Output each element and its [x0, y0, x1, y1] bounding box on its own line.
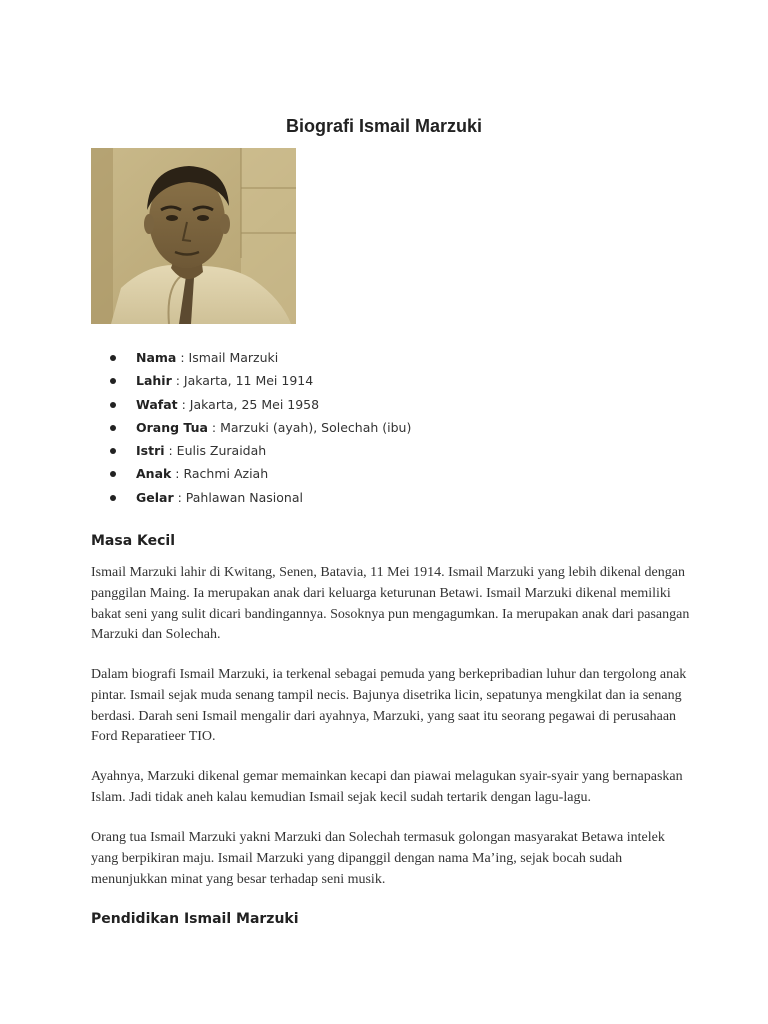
fact-label: Gelar	[136, 489, 174, 505]
list-item-lahir	[110, 369, 411, 392]
fact-label: Wafat	[136, 396, 178, 412]
fact-value: : Eulis Zuraidah	[164, 443, 267, 459]
fact-label: Orang Tua	[136, 419, 208, 435]
fact-label: Istri	[136, 443, 165, 459]
list-item-wafat	[110, 393, 411, 416]
fact-label: Nama	[136, 350, 177, 365]
fact-label: Anak	[136, 466, 172, 482]
list-item-orang-tua	[110, 416, 411, 439]
page-title: Biografi Ismail Marzuki	[285, 116, 483, 136]
fact-value: : Jakarta, 11 Mei 1914	[171, 373, 314, 389]
paragraph-3: Ayahnya, Marzuki dikenal gemar memainkan kecapi dan piawai melagukan syair-syair yang bernapaskan Islam. Jadi tidak aneh kalau kemudian Ismail sejak kecil sudah tertarik dengan lagu-lagu.	[91, 769, 683, 805]
list-item-anak	[110, 462, 411, 485]
list-item-nama	[110, 346, 411, 369]
bullet-icon	[110, 448, 116, 454]
bullet-icon	[110, 425, 116, 431]
fact-value: : Ismail Marzuki	[176, 350, 279, 365]
paragraph-2: Dalam biografi Ismail Marzuki, ia terkenal sebagai pemuda yang berkepribadian luhur dan tergolong anak pintar. Ismail sejak muda senang tampil necis. Bajunya disetrika licin, sepatunya mengkilat dan ia senang berdasi. Darah seni Ismail mengalir dari ayahnya, Marzuki, yang saat itu seorang pegawai di perusahaan Ford Reparatieer TIO.	[91, 667, 687, 745]
fact-label: Lahir	[136, 373, 172, 389]
list-item-gelar	[110, 486, 411, 509]
paragraph-1: Ismail Marzuki lahir di Kwitang, Senen, Batavia, 11 Mei 1914. Ismail Marzuki yang lebih dikenal dengan panggilan Maing. Ia merupakan anak dari keluarga keturunan Betawi. Ismail Marzuki dikenal memiliki bakat seni yang sulit dicari bandingannya. Sosoknya pun mengagumkan. Ia merupakan anak dari pasangan Marzuki dan Solechah.	[91, 565, 690, 643]
bullet-icon	[110, 378, 116, 384]
paragraph-4: Orang tua Ismail Marzuki yakni Marzuki dan Solechah termasuk golongan masyarakat Betawa intelek yang berpikiran maju. Ismail Marzuki yang dipanggil dengan nama Ma’ing, sejak bocah sudah menunjukkan minat yang besar terhadap seni musik.	[91, 830, 665, 887]
section-heading-pendidikan: Pendidikan Ismail Marzuki	[91, 911, 299, 927]
bullet-icon	[110, 355, 116, 361]
bullet-icon	[110, 495, 116, 501]
bullet-icon	[110, 471, 116, 477]
list-item-istri	[110, 439, 411, 462]
fact-value: : Pahlawan Nasional	[173, 489, 303, 505]
section-heading-masa-kecil: Masa Kecil	[91, 533, 176, 549]
fact-value: : Rachmi Aziah	[171, 466, 269, 482]
fact-value: : Marzuki (ayah), Solechah (ibu)	[207, 419, 412, 435]
biodata-list	[110, 346, 411, 509]
fact-value: : Jakarta, 25 Mei 1958	[177, 396, 320, 412]
portrait-photo	[91, 148, 296, 324]
bullet-icon	[110, 402, 116, 408]
